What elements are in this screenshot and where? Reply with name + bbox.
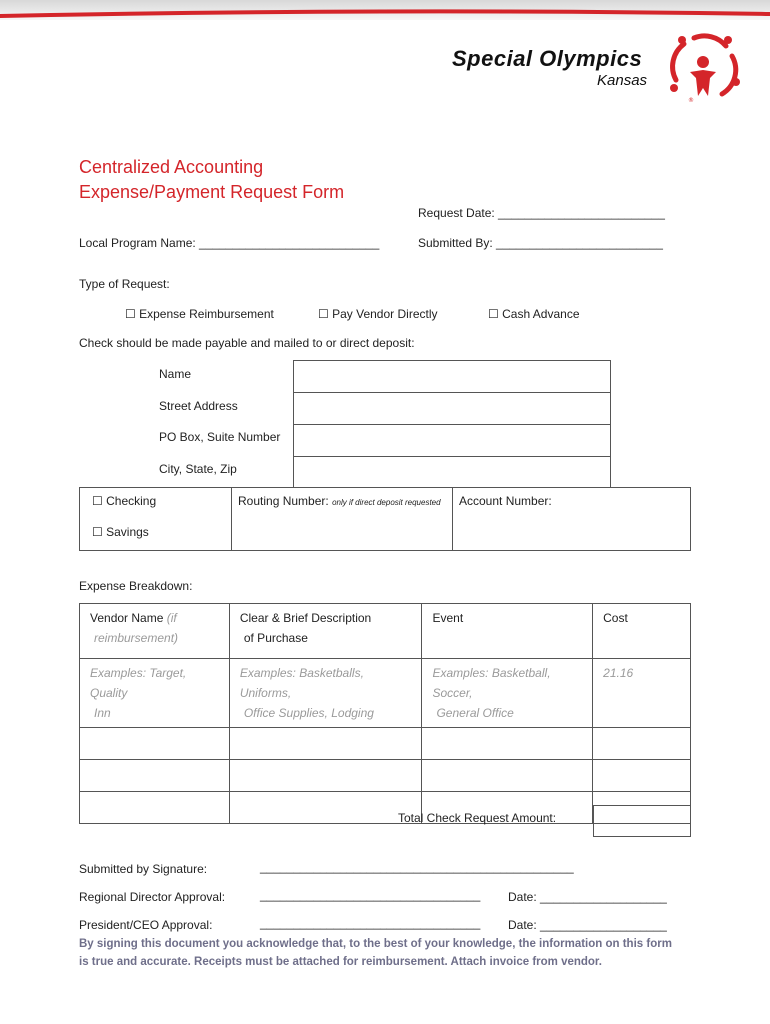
savings-option[interactable] [92,525,149,539]
street-address-label: Street Address [159,399,238,413]
description-header [229,604,422,659]
logo-brand-text: Special Olympics [452,46,643,71]
checking-option[interactable] [92,494,156,508]
logo-state-text: Kansas [597,72,648,89]
name-input[interactable] [293,360,611,393]
routing-number-note: only if direct deposit requested [332,498,441,507]
po-box-label: PO Box, Suite Number [159,430,281,444]
form-title-line1: Centralized Accounting [79,157,264,177]
example-cost-cell: 21.16 [593,659,691,728]
example-vendor-line1: Examples: Target, Quality [90,666,187,700]
example-event-cell [422,659,593,728]
vendor-cell[interactable] [80,728,230,760]
total-amount-label: Total Check Request Amount: [398,811,557,825]
vendor-cell[interactable] [80,760,230,792]
table-row [80,659,691,728]
example-description-cell [229,659,422,728]
acknowledgement-line2: is true and accurate. Receipts must be attached for reimbursement. Attach invoice from vendor. [79,956,602,968]
routing-number-label: Routing Number: [238,494,329,508]
street-address-input[interactable] [293,392,611,425]
example-vendor-cell [80,659,230,728]
option-label: Cash Advance [502,307,580,321]
option-label: Pay Vendor Directly [332,307,438,321]
city-state-zip-label: City, State, Zip [159,462,237,476]
expense-breakdown-label: Expense Breakdown: [79,579,193,593]
table-row [80,728,691,760]
vendor-header-note: (if [166,611,177,625]
vendor-header [80,604,230,659]
checkbox-icon[interactable]: ☐ [125,307,136,321]
description-cell[interactable] [229,760,422,792]
account-number-field[interactable]: Account Number: [459,494,552,508]
option-label: Savings [106,525,149,539]
payable-instructions: Check should be made payable and mailed to or direct deposit: [79,336,415,350]
cost-cell[interactable] [593,760,691,792]
special-olympics-emblem-icon [664,32,742,104]
ceo-approval-label: President/CEO Approval: [79,918,213,932]
total-amount-input[interactable] [593,805,691,837]
description-header-line2: of Purchase [243,631,308,645]
acknowledgement-note [79,935,719,971]
regional-date-field[interactable]: Date: ___________________ [508,890,667,904]
checkbox-icon[interactable]: ☐ [92,525,103,539]
vendor-cell[interactable] [80,792,230,824]
event-header: Event [422,604,593,659]
city-state-zip-input[interactable] [293,456,611,488]
pay-vendor-directly-option[interactable] [318,307,438,321]
table-header-row [80,604,691,659]
checkbox-icon[interactable]: ☐ [488,307,499,321]
type-of-request-label: Type of Request: [79,277,170,291]
name-label: Name [159,367,192,381]
table-row [80,760,691,792]
submitted-by-field[interactable]: Submitted By: _________________________ [418,236,663,250]
svg-text:®: ® [688,97,694,104]
routing-number-field[interactable] [238,494,441,508]
vendor-header-label: Vendor Name [90,611,164,625]
cash-advance-option[interactable] [488,307,580,321]
banking-divider [452,487,453,551]
example-description-line1: Examples: Basketballs, Uniforms, [239,666,364,700]
form-title-line2: Expense/Payment Request Form [79,182,345,202]
ceo-date-field[interactable]: Date: ___________________ [508,918,667,932]
signature-label: Submitted by Signature: [79,862,208,876]
request-date-field[interactable]: Request Date: _________________________ [418,206,665,220]
expense-table [79,603,691,824]
event-cell[interactable] [422,728,593,760]
ceo-approval-line[interactable]: _________________________________ [260,916,481,930]
event-cell[interactable] [422,760,593,792]
checkbox-icon[interactable]: ☐ [318,307,329,321]
cost-cell[interactable] [593,728,691,760]
checkbox-icon[interactable]: ☐ [92,494,103,508]
cost-header: Cost [593,604,691,659]
option-label: Checking [106,494,157,508]
regional-approval-line[interactable]: _________________________________ [260,888,481,902]
banking-divider [231,487,232,551]
description-cell[interactable] [229,792,422,824]
example-event-line2: General Office [436,706,514,720]
regional-approval-label: Regional Director Approval: [79,890,226,904]
description-cell[interactable] [229,728,422,760]
acknowledgement-line1: By signing this document you acknowledge that, to the best of your knowledge, the information on this form [79,938,672,950]
expense-reimbursement-option[interactable] [125,307,274,321]
option-label: Expense Reimbursement [139,307,274,321]
vendor-header-note-2: reimbursement) [94,631,179,645]
description-header-line1: Clear & Brief Description [239,611,372,625]
header-swoosh [0,0,770,22]
example-vendor-line2: Inn [94,706,111,720]
example-event-line1: Examples: Basketball, Soccer, [432,666,551,700]
po-box-input[interactable] [293,424,611,457]
local-program-field[interactable]: Local Program Name: ___________________________ [79,236,380,250]
signature-line[interactable]: _______________________________________________ [260,860,574,874]
example-description-line2: Office Supplies, Lodging [243,706,374,720]
